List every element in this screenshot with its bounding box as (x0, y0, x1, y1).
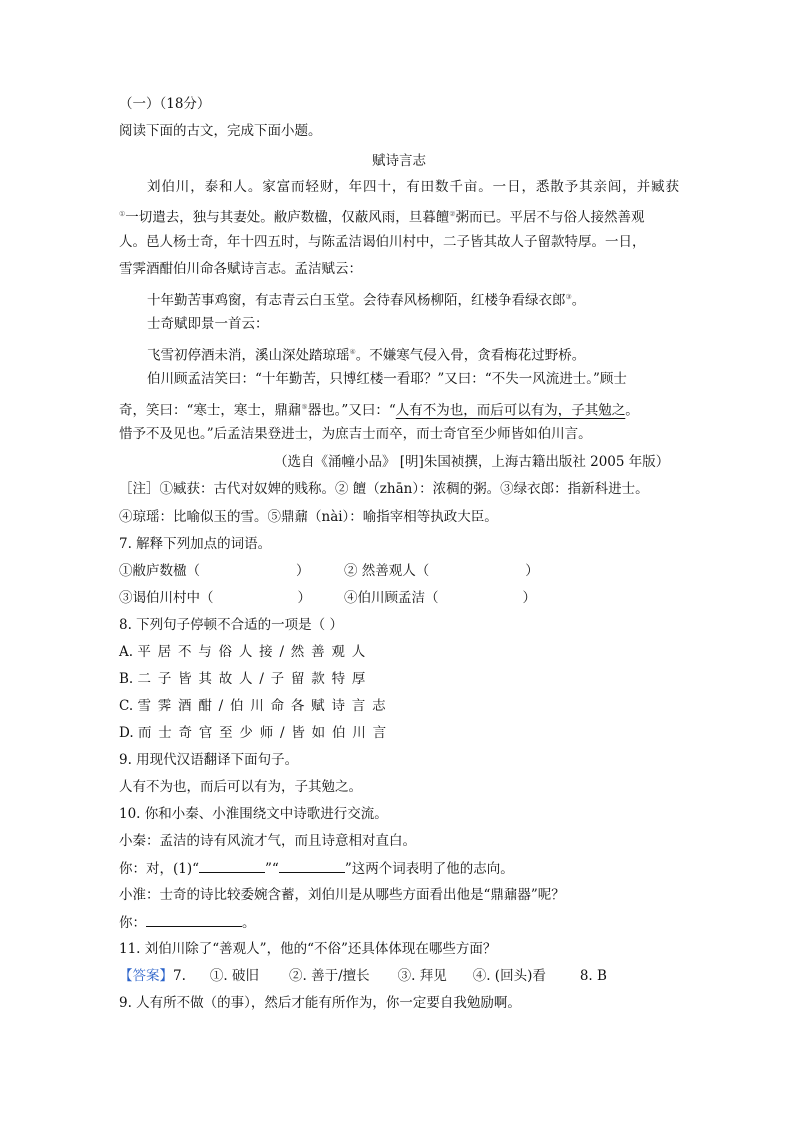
note-marker: ③ (565, 293, 572, 301)
q9-sentence: 人有不为也，而后可以有为，子其勉之。 (119, 779, 362, 795)
q8-option-c: C. 雪霁酒酣/伯川命各赋诗言志 (119, 698, 393, 714)
q7-item-1: ①敝庐数楹（ ） (119, 563, 310, 579)
q8-option-a: A. 平居不与俗人接/然善观人 (119, 644, 372, 660)
poem-menggjie: 十年勤苦事鸡窗，有志青云白玉堂。会待春风杨柳陌，红楼争看绿衣郎③。 (147, 292, 586, 309)
answer-blank[interactable] (146, 912, 242, 927)
answer-blank[interactable] (279, 858, 345, 873)
instruction: 阅读下面的古文，完成下面小题。 (119, 123, 322, 139)
q10-you-1: 你：对，(1)“ ”“ ”这两个词表明了他的志向。 (119, 858, 514, 878)
q7-item-3: ③谒伯川村中（ ） (119, 590, 311, 606)
passage-line: 刘伯川，泰和人。家富而轻财，年四十，有田数千亩。一日，悉散予其亲闾，并臧获 (147, 179, 679, 195)
source-citation: （选自《涌幢小品》 [明]朱国祯撰，上海古籍出版社 2005 年版） (274, 454, 670, 470)
q10-you-2: 你： 。 (119, 912, 256, 932)
passage-line: 奇，笑曰：“寒士，寒士，鼎鼐⑤器也。”又曰：“人有不为也，而后可以有为，子其勉之。 (119, 402, 639, 419)
q8-option-d: D. 而士奇官至少师/皆如伯川言 (119, 725, 393, 741)
passage-line: 人。邑人杨士奇，年十四五时，与陈孟洁谒伯川村中，二子皆其故人子留款特厚。一日， (119, 234, 646, 250)
note-marker: ④ (349, 348, 356, 356)
question-8: 8. 下列句子停顿不合适的一项是（ ） (119, 617, 343, 633)
note-marker: ① (119, 210, 126, 218)
q7-item-4: ④伯川顾孟洁（ ） (344, 590, 536, 606)
passage-line: 伯川顾孟洁笑曰：“十年勤苦，只博红楼一看耶？”又曰：“不失一风流进士。”顾士 (147, 371, 627, 387)
question-10: 10. 你和小秦、小淮围绕文中诗歌进行交流。 (119, 806, 388, 822)
passage-title: 赋诗言志 (372, 153, 426, 169)
poem-intro: 士奇赋即景一首云： (147, 316, 269, 332)
question-11: 11. 刘伯川除了“善观人”，他的“不俗”还具体体现在哪些方面？ (119, 941, 497, 957)
passage-line: ①一切遣去，独与其妻处。敝庐数楹，仅蔽风雨，旦暮饘②粥而已。平居不与俗人接然善观 (119, 209, 645, 226)
q10-xiaoqin: 小秦：孟洁的诗有风流才气，而且诗意相对直白。 (119, 833, 416, 849)
note-marker: ⑤ (301, 403, 308, 411)
underlined-sentence: 人有不为也，而后可以有为，子其勉之 (395, 402, 626, 419)
notes-line: ④琼瑶：比喻似玉的雪。⑤鼎鼐（nài）：喻指宰相等执政大臣。 (119, 509, 498, 525)
answer-blank[interactable] (199, 858, 265, 873)
q8-option-b: B. 二子皆其故人/子留款特厚 (119, 671, 373, 687)
answer-line: 【答案】7. ①. 破旧 ②. 善于/擅长 ③. 拜见 ④. (回头)看 8. B (119, 968, 607, 984)
poem-shiqi: 飞雪初停酒未消，溪山深处踏琼瑶④。不嫌寒气侵入骨，贪看梅花过野桥。 (147, 347, 586, 364)
question-7: 7. 解释下列加点的词语。 (119, 536, 272, 552)
note-marker: ② (449, 210, 456, 218)
section-header: （一）（18分） (119, 96, 211, 112)
question-9: 9. 用现代汉语翻译下面句子。 (119, 752, 299, 768)
answer-9: 9. 人有所不做（的事），然后才能有所作为，你一定要自我勉励啊。 (119, 995, 521, 1011)
passage-line: 雪霁酒酣伯川命各赋诗言志。孟洁赋云： (119, 261, 362, 277)
q7-item-2: ② 然善观人（ ） (344, 563, 539, 579)
passage-line: 惜予不及见也。”后孟洁果登进士，为庶吉士而卒，而士奇官至少师皆如伯川言。 (119, 426, 592, 442)
answer-tag: 【答案】 (119, 968, 173, 984)
q10-xiaohuai: 小淮：士奇的诗比较委婉含蓄，刘伯川是从哪些方面看出他是“鼎鼐器”呢？ (119, 887, 565, 903)
notes-line: ［注］①臧获：古代对奴婢的贱称。② 饘（zhān）：浓稠的粥。③绿衣郎：指新科进士。 (119, 481, 649, 497)
